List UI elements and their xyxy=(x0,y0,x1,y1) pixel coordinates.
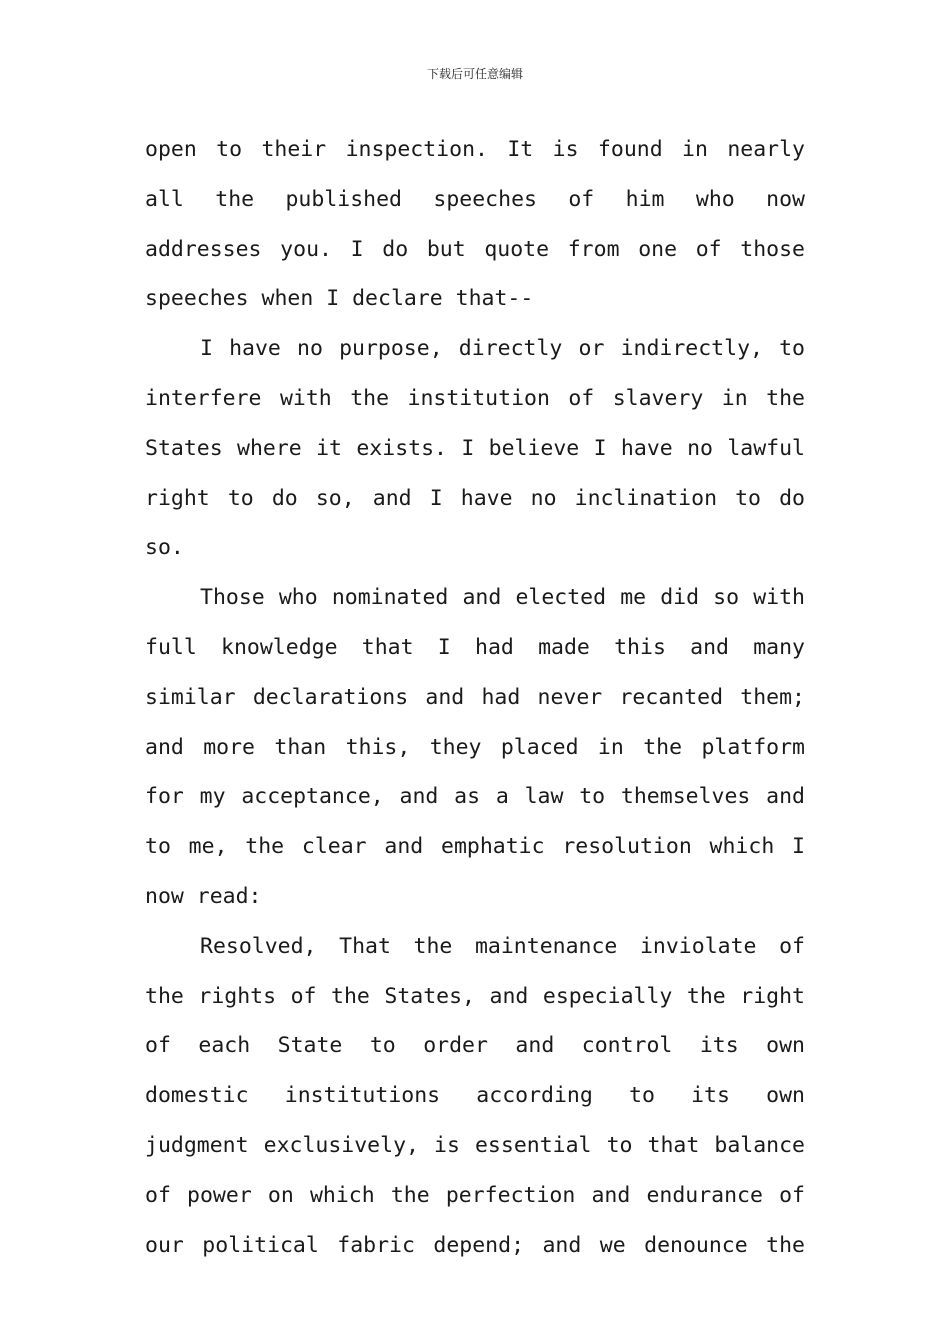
document-body xyxy=(145,125,805,1270)
paragraph-4: Resolved, That the maintenance inviolate of the rights of the States, and especially the right of each State to order and control its own domestic institutions according to its own judgment exclusively, is essential to that balance of power on which the perfection and endurance of our political fabric depend; and we denounce the xyxy=(145,933,805,1258)
paragraph-2: I have no purpose, directly or indirectly, to interfere with the institution of slavery in the States where it exists. I believe I have no lawful right to do so, and I have no inclination to do so. xyxy=(145,336,805,561)
paragraph-3: Those who nominated and elected me did so with full knowledge that I had made this and many similar declarations and had never recanted them; and more than this, they placed in the platform for my acceptance, and as a law to themselves and to me, the clear and emphatic resolution which I now read: xyxy=(145,585,805,909)
paragraph-1: open to their inspection. It is found in nearly all the published speeches of him who now addresses you. I do but quote from one of those speeches when I declare that-- xyxy=(145,137,805,312)
page-header: 下载后可任意编辑 xyxy=(426,67,523,81)
